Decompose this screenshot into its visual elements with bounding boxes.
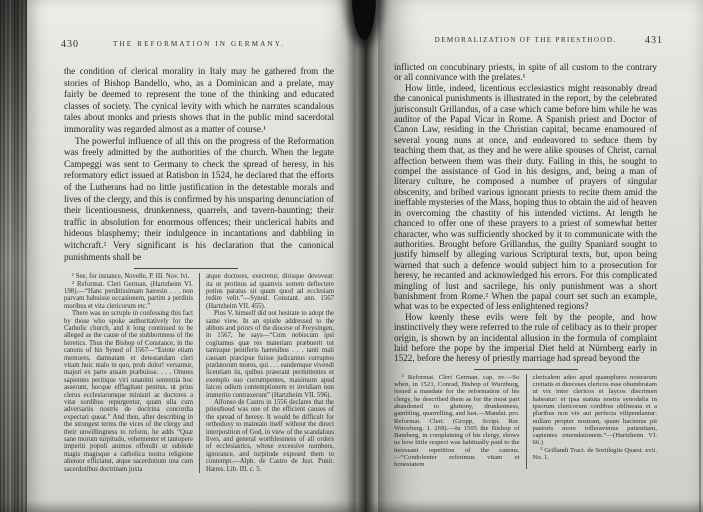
right-running-head — [394, 35, 663, 49]
left-running-head — [61, 39, 334, 53]
left-page-number: 430 — [61, 39, 79, 50]
footnote-rule — [474, 369, 578, 370]
footnote: atque doctores, execretur, dirisque devoveat: ita ut protinus ad quamvis sortem deflectere potius paratus sit quam quod ad ecclesiam redire velit.”—Synod. Constant. ann. 1567 (Hartzheim VII. 455). — [206, 273, 334, 310]
left-body-text — [64, 66, 334, 263]
paragraph: The powerful influence of all this on the progress of the Reformation was freely admitted by the authorities of the church. When the legate Campeggi was sent to Germany to check the spread of heresy, in his reformatory edict issued at Ratisbon in 1524, he declared that the efforts of the Lutherans had no little justification in the detestable morals and lives of the clergy, and this is confirmed by his unsparing denunciation of their licentiousness, drunkenness, quarrels, and tavern-haunting; their traffic in absolution for enormous offences; their unclerical habits and hideous blasphemy; their indulgence in incantations and dabbling in witchcraft.² Very significant is his declaration that the canonical punishments shall be — [64, 135, 334, 262]
right-body-text — [394, 62, 657, 364]
footnote: ² Reformat. Cleri German. (Hartzheim VI. 198).—“Hanc perditissimam hæresin . . . non parvam habuisse occasionem, partim a perditis moribus et vita clericorum etc.” — [64, 280, 193, 310]
footnote: ¹ Reformat. Cleri German. cap. xv.—So when, in 1521, Conrad, Bishop of Wurzburg, issued a mandate for the reformation of his clergy, he described them as for the most part abandoned to gluttony, drunkenness, gambling, quarrelling, and lust.—Mandat. pro. Reformat. Cleri. (Gropp, Script. Rer. Wirceburg. I. 269).—In 1505 the Bishop of Bamberg, in complaining of his clergy, shows us how little respect was habitually paid to the incessant repetition of the canons.—“Condolenter referimus vitam et honestatem — [394, 373, 520, 469]
right-footnotes — [394, 374, 657, 469]
paragraph: inflicted on concubinary priests, in spite of all custom to the contrary or all connivance with the prelates.¹ — [394, 62, 657, 83]
right-page-number: 431 — [645, 35, 663, 46]
footnote: clericalem adeo apud quamplures nostrarum civitatis et diœceses clericos esse obumbratam ut vix inter clericos et laycos discrimen habeatur: et ipsa statuta nostra synodalia in ipsorum clericorum cordibus obliterata et a pluribus non vix aut perfecta vilipendantur: nullam propter nostram, quam hactenus pii pastoris more tolleravimus patientiam, capientes emendationem.”—(Hartzheim VI. 66.) — [532, 373, 657, 447]
left-page — [27, 0, 356, 512]
right-running-title: DEMORALIZATION OF THE PRIESTHOOD. — [434, 36, 617, 44]
paragraph: the condition of clerical morality in Italy may be gathered from the stories of Bishop Bandello, who, as a Dominican and a prelate, may fairly be deemed to represent the tone of the thinking and educated classes of society. The cynical levity with which he narrates scandalous tales about monks and priests shows that in the public mind sacerdotal immorality was regarded almost as a matter of course.¹ — [64, 66, 334, 134]
right-footnote-column-1 — [394, 374, 526, 469]
left-footnote-column-1 — [64, 273, 199, 473]
footnote-rule — [134, 268, 238, 269]
right-page — [378, 0, 703, 512]
footnote: ² Grillandi Tract. de Sortilegiis Quæst. xvii. No. 1. — [532, 446, 657, 462]
paragraph: How keenly these evils were felt by the people, and how instinctively they were referred to the rule of celibacy as to their proper origin, is shown by an incidental allusion in the formula of complaint laid before the pope by the imperial Diet held at Nürnberg early in 1522, before the heresy of priestly marriage had spread beyond the — [394, 311, 657, 364]
footnote: Pius V. himself did not hesitate to adopt the same view. In an epistle addressed to the abbots and priors of the diocese of Freysingen, in 1567, he says—“Cum nobiscum ipsi cogitamus quæ res materiam præbuerit tot tantisque pestiferis hæresibus . . . tanti mali causam præcipue fuisse judicamus corruptos prælatorum mores, qui . . . eandemque vivendi licentiam iis, quibus præerant permittentes et exemplo suo corrumpentes, maximum apud laicos odium contemptionem et invidiam non immerito contraxerunt” (Hartzheim VII. 596). — [206, 310, 334, 399]
paragraph: How little, indeed, licentious ecclesiastics might reasonably dread the canonical punishments is illustrated in the report, by the celebrated jurisconsult Grillandus, of a case which came before him while he was auditor of the Papal Vicar in Rome. A Spanish priest and Doctor of Canon Law, residing in the Christian capital, became enamoured of several young nuns at once, and endeavored to seduce them by teaching them that, as they and he were alike spouses of Christ, carnal affection between them was their duty. Failing in this, he sought to compel the assistance of God in his designs, and, being a man of literary culture, he composed a number of prayers of singular obscenity, and bribed various ignorant priests to recite them amid the ineffable mysteries of the Mass, hoping thus to obtain the aid of heaven in overcoming the chastity of his intended victims. At length he chanced to offer one of these prayers to a priest of somewhat better character, who was sufficiently shocked by it to communicate with the authorities. Brought before Grillandus, the guilty Spaniard sought to justify himself by alleging various Scriptural texts, but, upon being warned that such a defence would subject him to a prosecution for heresy, he recanted and acknowledged his errors. For this complicated mingling of lust and sacrilege, his only punishment was a short banishment from Rome.² When the papal court set such an example, what was to be expected of less enlightened regions? — [394, 82, 657, 312]
left-footnotes — [64, 273, 334, 473]
left-footnote-column-2 — [199, 273, 334, 473]
footnote: Alfonso de Castro in 1556 declares that the priesthood was one of the efficient causes of the spread of heresy. It would be difficult for orthodoxy to maintain itself without the direct interposition of God, in view of the scandalous lives, and general worthlessness of all orders of ecclesiastics, whose excessive numbers, ignorance, and turpitude exposed them to contempt.—Alph. de Castro de Just. Punit. Hæres. Lib. III. c. 5. — [206, 399, 334, 473]
left-running-title: THE REFORMATION IN GERMANY. — [113, 40, 285, 48]
book-page-edges — [0, 0, 27, 512]
footnote: There was no scruple in confessing this fact by those who spoke authoritatively for the Catholic church, and it long continued to be alleged as the cause of the stubbornness of the heretics. Thus the Bishop of Constance, in the canons of his Synod of 1567—“Estote etiam memores, damnatam et detestandam cleri vitam huic malo in quo, proh dolor! versamur, majori ex parte ansam præbuisse. . . . Omnes sapientes peritique viri unanimi sententia hoc asserunt, hocque efflagitant penitus, ut prius clerus ecclesiarumque ministri ac doctores a vitæ sordibus repurgentur, quam ulla cum adversariis nostris de doctrina concordia expectari queat.” And then, after describing in the strongest terms the vices of the clergy and their unwillingness to reform, he adds “Quæ sane morum turpitudo, vehementer et tantopere imperiti populi animos offendit ut subinde magis magisque a catholica nostra religione alienior efficiatur, atque sacerdotium una cum sacerdotibus doctrinam juxta — [64, 310, 193, 473]
footnote: ¹ See, for instance, Novelle, P. III. Nov. lvi. — [72, 273, 190, 281]
right-footnote-column-2 — [526, 374, 658, 469]
